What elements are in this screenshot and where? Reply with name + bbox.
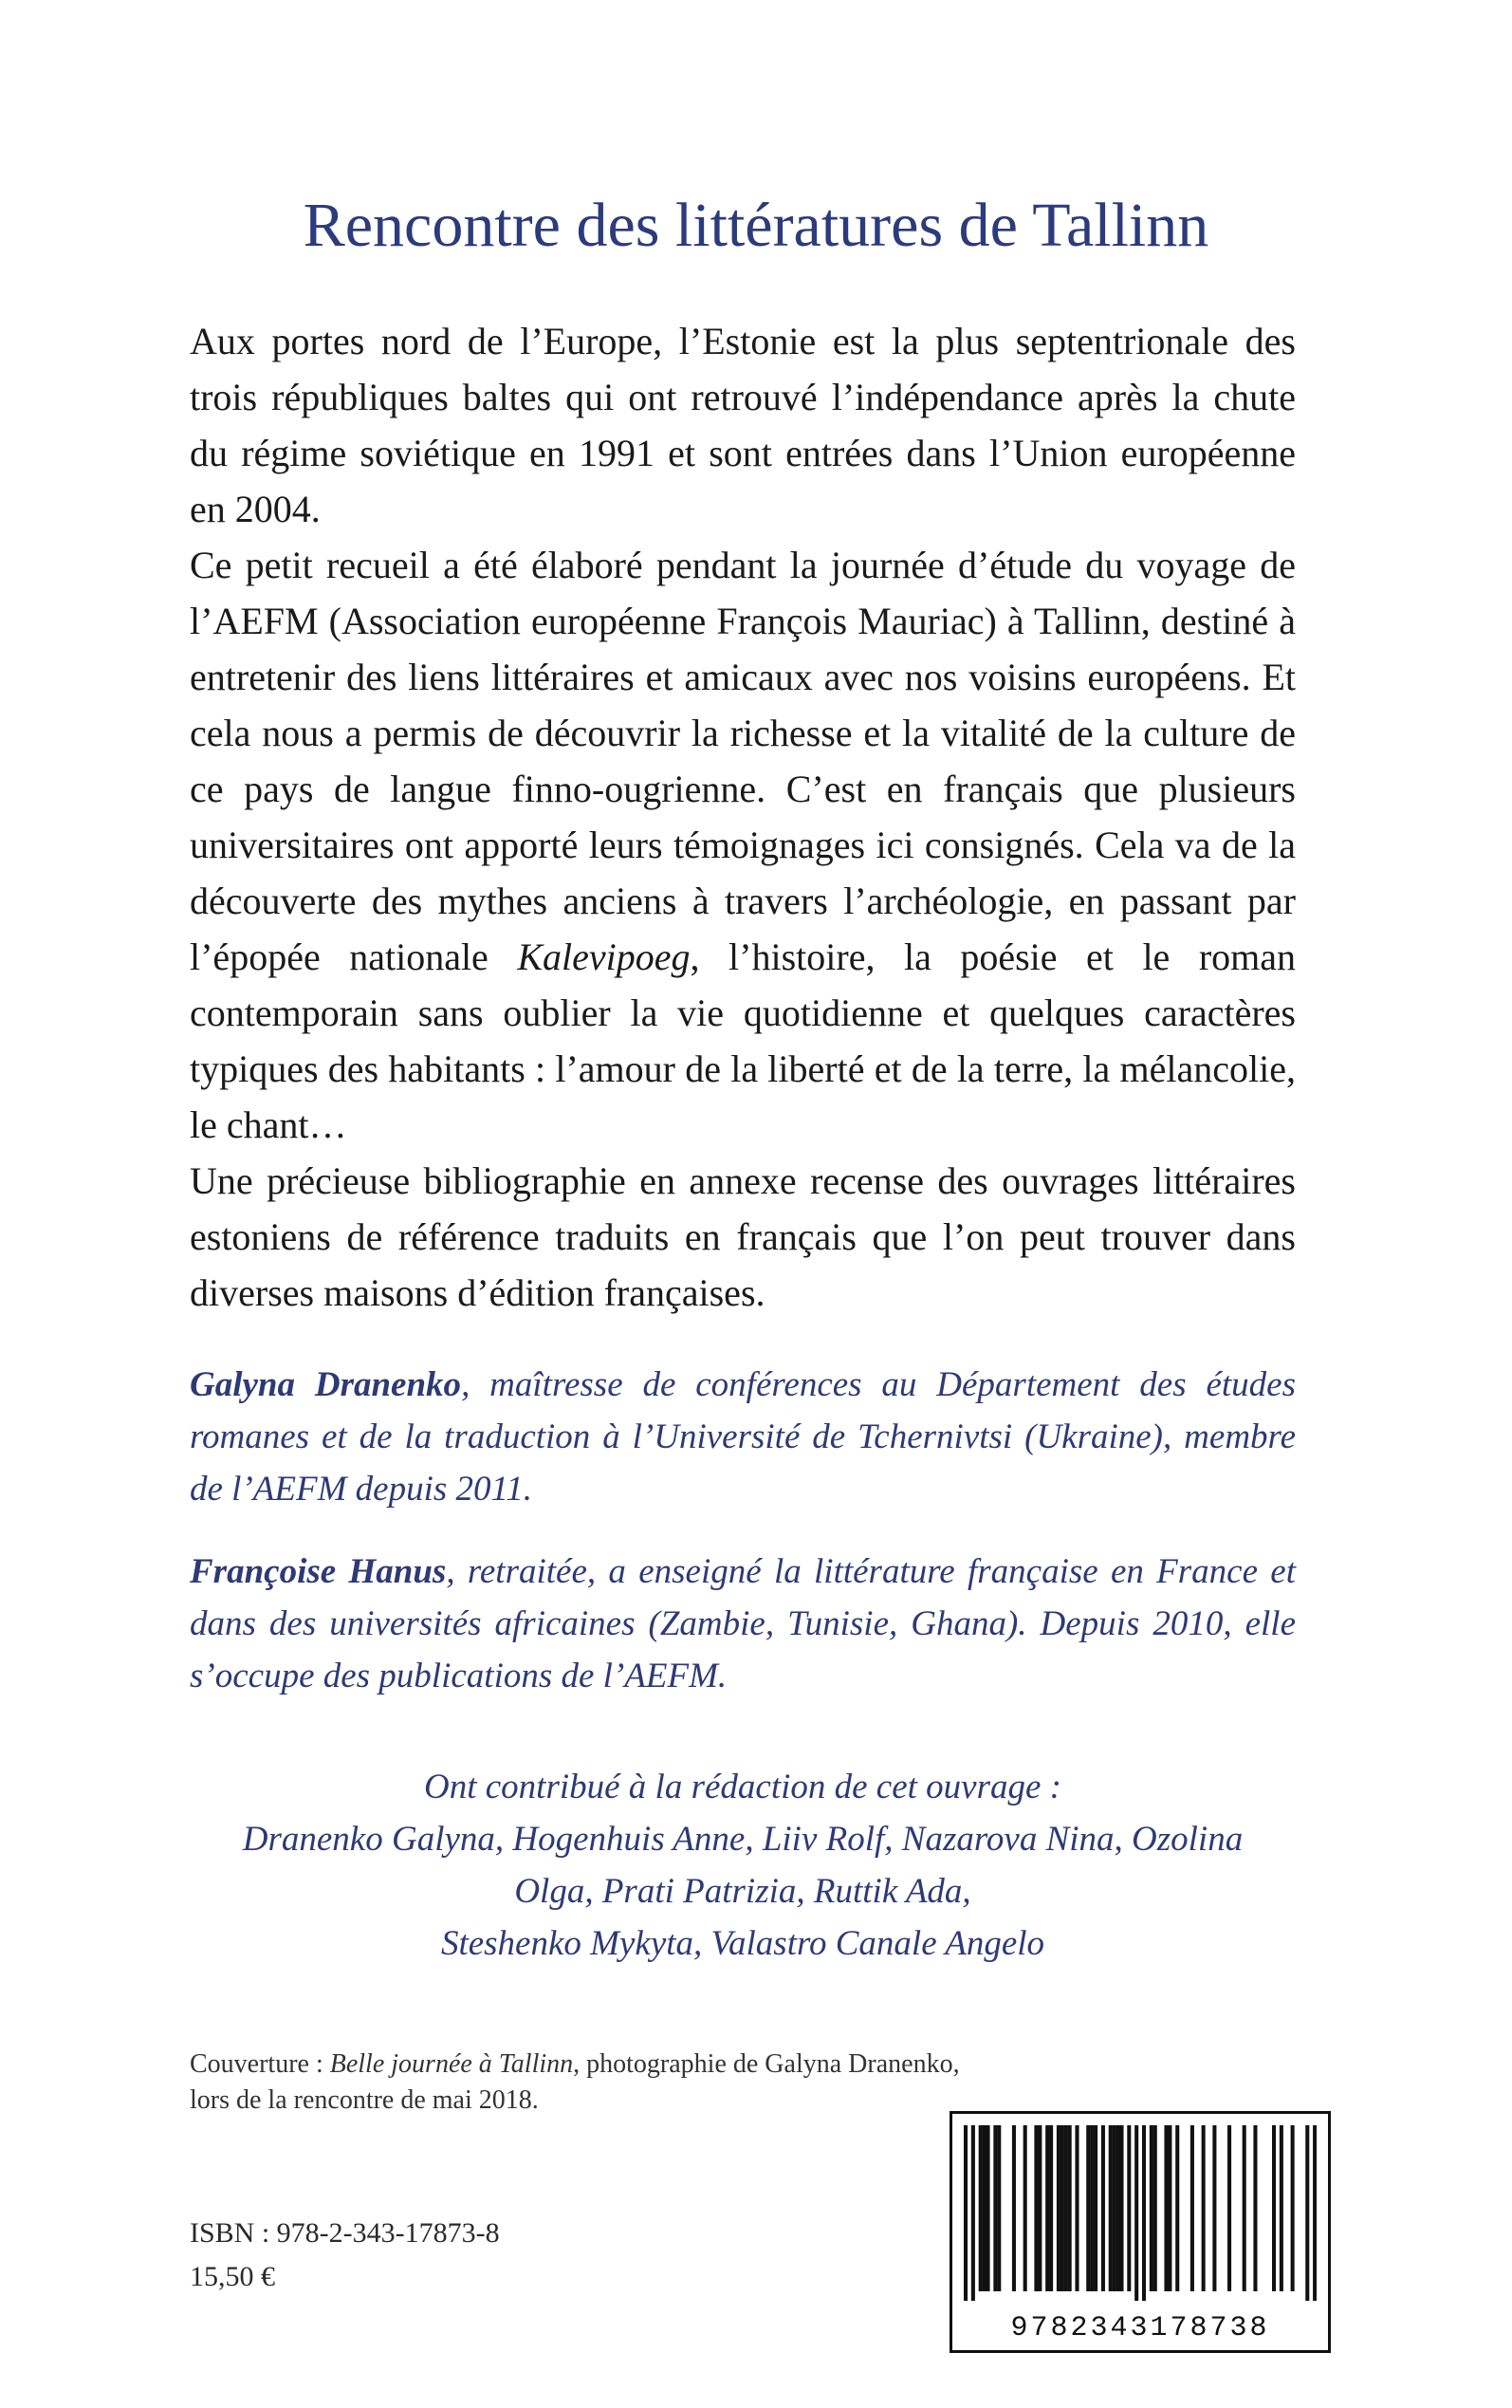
barcode-bar bbox=[1227, 2125, 1231, 2291]
barcode-bar bbox=[1116, 2125, 1120, 2291]
barcode-bar bbox=[1190, 2125, 1194, 2291]
cover-credit bbox=[190, 2047, 1138, 2119]
barcode-bar bbox=[1113, 2125, 1116, 2291]
barcode-bar bbox=[1134, 2125, 1138, 2301]
barcode-bar bbox=[1212, 2125, 1216, 2291]
barcode-bar bbox=[1127, 2125, 1131, 2291]
cover-credit-line-1 bbox=[190, 2047, 1138, 2083]
blurb-paragraph-2-text: Ce petit recueil a été élaboré pendant la journée d’étude du voyage de l’AEFM (Association européenne François Mauriac) à Tallinn, destiné à entretenir des liens littéraires et amicaux avec nos voisins européens. Et cela nous a permis de découvrir la richesse et la vitalité de la culture de ce pays de langue finno-ougrienne. C’est en français que plusieurs universitaires ont apporté leurs témoignages ici consignés. Cela va de la découverte des mythes anciens à travers l’archéologie, en passant par l’épopée nationale bbox=[190, 544, 1296, 978]
blurb bbox=[190, 313, 1296, 1321]
cover-credit-line-2: lors de la rencontre de mai 2018. bbox=[190, 2085, 539, 2115]
barcode-bar bbox=[1101, 2125, 1105, 2291]
contributors-heading: Ont contribué à la rédaction de cet ouvrage : bbox=[424, 1768, 1061, 1806]
contributors-line: Steshenko Mykyta, Valastro Canale Angelo bbox=[440, 1924, 1045, 1963]
barcode-bar bbox=[1094, 2125, 1097, 2291]
barcode-bar bbox=[1175, 2125, 1179, 2291]
isbn: ISBN : 978-2-343-17873-8 bbox=[190, 2217, 500, 2249]
contributors-line: Olga, Prati Patrizia, Ruttik Ada, bbox=[514, 1872, 971, 1911]
barcode-bar bbox=[1164, 2125, 1168, 2291]
barcode-bar bbox=[1023, 2125, 1027, 2291]
author-bio bbox=[190, 1359, 1296, 1515]
barcode-bar bbox=[1168, 2125, 1171, 2291]
barcode-digits: 9782343178738 bbox=[1010, 2312, 1270, 2344]
barcode-bar bbox=[1150, 2125, 1153, 2291]
author-bio-text: , retraitée, a enseigné la littérature française en France et dans des universités africaines (Zambie, Tunisie, Ghana). Depuis 2010, elle s’occupe des publications de l’AEFM. bbox=[190, 1552, 1296, 1695]
barcode-bar bbox=[1313, 2125, 1317, 2301]
contributors bbox=[190, 1761, 1296, 1970]
barcode-bar bbox=[983, 2125, 986, 2291]
blurb-paragraph-2-end: , l’histoire, la poésie et le roman contemporain sans oublier la vie quotidienne et quelques caractères typiques des habitants : l’amour de la liberté et de la terre, la mélancolie, le chant… bbox=[190, 935, 1297, 1146]
barcode-bar bbox=[1038, 2125, 1042, 2291]
barcode-bar bbox=[997, 2125, 1001, 2291]
barcode-bars bbox=[964, 2125, 1317, 2301]
barcode-bar bbox=[1291, 2125, 1295, 2291]
barcode-bar bbox=[1243, 2125, 1246, 2291]
barcode-bar bbox=[993, 2125, 997, 2291]
barcode-bar bbox=[1109, 2125, 1113, 2291]
author-name: Galyna Dranenko bbox=[190, 1365, 462, 1404]
barcode-bar bbox=[1280, 2125, 1283, 2291]
barcode-bar bbox=[979, 2125, 983, 2291]
barcode-bar bbox=[1012, 2125, 1016, 2291]
cover-credit-prefix: Couverture : bbox=[190, 2049, 330, 2079]
barcode-bar bbox=[1153, 2125, 1157, 2291]
barcode-bar bbox=[1060, 2125, 1064, 2291]
barcode bbox=[950, 2111, 1331, 2353]
barcode-bar bbox=[1057, 2125, 1060, 2291]
epic-title: Kalevipoeg bbox=[517, 935, 691, 978]
blurb-paragraph-3: Une précieuse bibliographie en annexe recense des ouvrages littéraires estoniens de référence traduits en français que l’on peut trouver dans diverses maisons d’édition françaises. bbox=[190, 1159, 1296, 1314]
blurb-paragraph-2 bbox=[190, 537, 1296, 1153]
cover-photo-title: Belle journée à Tallinn bbox=[329, 2049, 574, 2079]
barcode-bar bbox=[1202, 2125, 1206, 2291]
book-title: Rencontre des littératures de Tallinn bbox=[303, 191, 1209, 260]
barcode-bar bbox=[1253, 2125, 1257, 2291]
author-bio-text: , maîtresse de conférences au Département des études romanes et de la traduction à l’Université de Tchernivtsi (Ukraine), membre de l’AEFM depuis 2011. bbox=[190, 1365, 1296, 1509]
barcode-bar bbox=[1272, 2125, 1276, 2291]
barcode-bar bbox=[1068, 2125, 1072, 2291]
barcode-bar bbox=[1049, 2125, 1053, 2291]
barcode-bar bbox=[1034, 2125, 1038, 2291]
barcode-bar bbox=[971, 2125, 975, 2301]
barcode-bar bbox=[1086, 2125, 1090, 2291]
barcode-bar bbox=[964, 2125, 968, 2301]
barcode-bar bbox=[1142, 2125, 1146, 2301]
barcode-bar bbox=[986, 2125, 989, 2291]
barcode-bar bbox=[1305, 2125, 1309, 2301]
author-name: Françoise Hanus bbox=[190, 1552, 447, 1591]
barcode-bar bbox=[1075, 2125, 1079, 2291]
author-bios bbox=[190, 1359, 1296, 1732]
author-bio bbox=[190, 1546, 1296, 1702]
contributors-line: Dranenko Galyna, Hogenhuis Anne, Liiv Rolf, Nazarova Nina, Ozolina bbox=[242, 1820, 1244, 1859]
cover-credit-suffix: , photographie de Galyna Dranenko, bbox=[573, 2049, 960, 2079]
barcode-bar bbox=[1064, 2125, 1068, 2291]
barcode-bar bbox=[1119, 2125, 1123, 2291]
barcode-bar bbox=[1045, 2125, 1049, 2291]
blurb-paragraph-1: Aux portes nord de l’Europe, l’Estonie est la plus septentrionale des trois républiques baltes qui ont retrouvé l’indépendance après la chute du régime soviétique en 1991 et sont entrées dans l’Union européenne en 2004. bbox=[190, 320, 1296, 530]
barcode-bar bbox=[1090, 2125, 1094, 2291]
price: 15,50 € bbox=[190, 2261, 275, 2292]
